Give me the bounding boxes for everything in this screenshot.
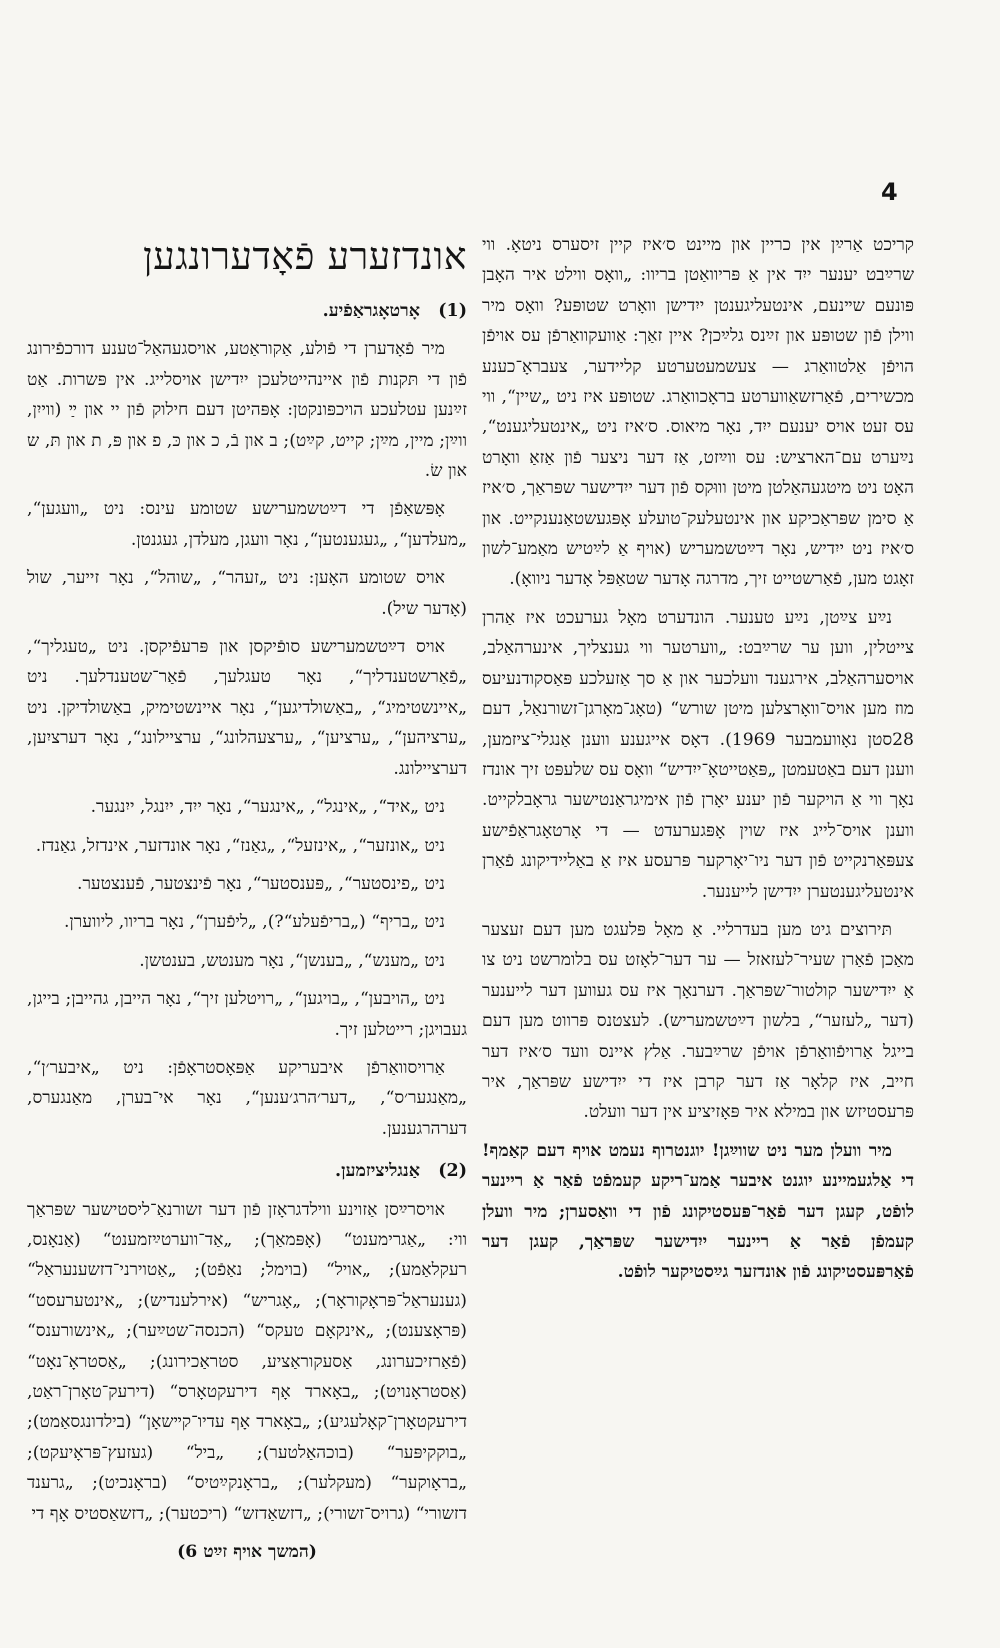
- s1-paragraph-6: ניט „אונזער“, „אינזעל“, „גאַנז“, נאָר אונדזער, אינדזל, גאַנדז.: [35, 835, 445, 856]
- section-1-number: (1): [438, 301, 467, 321]
- continued-note: (המשך אויף זײַט 6): [177, 1542, 317, 1563]
- s1-paragraph-5: ניט „איד“, „אינגל“, „אינגער“, נאָר ייִד, ייִנגל, ייִנגער.: [90, 797, 445, 818]
- section-1-heading: [27, 296, 467, 326]
- right-paragraph-3: תּירוצים גיט מען בעדרליי. אַ מאָל פּלעגט מען דעם זעצער מאַכן פֿאַרן שעיר־לעזאזל — ער דער־לאָזט עס בלומרשט ניט צו אַ ייִדישער קולטור־שפּראַך. דערנאָך איז עס געווען דער לייענער (דער „לעזער“, בלשון דײַטשמעריש). לעצטנס פּרווט מען דעם בייגל אַרויפֿוואַרפֿן אויפֿן שרײַבער. אַלץ איינס וועד ס׳איז דער חייב, איז קלאָר אַז דער קרבן איז די ייִדישע שפּראַך, איר פּרעסטיזש און במילא איר פּאָזיציע אין דער וועלט.: [482, 919, 914, 1123]
- s1-paragraph-7: ניט „פינסטער“, „פּענסטער“, נאָר פֿינצטער, פֿענצטער.: [77, 873, 445, 894]
- section-2-heading: [27, 1156, 467, 1186]
- right-paragraph-4: מיר וועלן מער ניט שווײַגן! יוגנטרוף נעמט אויף דעם קאַמף! די אַלגעמיינע יוגנט איבער אַמע־ריקע קעמפֿט פֿאַר אַ ריינער לופֿט, קעגן דער פֿאַר־פּעסטיקונג פֿון די וואַסערן; מיר וועלן קעמפֿן פֿאַר אַ ריינער ייִדישער שפּראַך, קעגן דער פֿאַרפּעסטיקונג פֿון אונדזער גײַסטיקער לופֿט.: [482, 1140, 914, 1283]
- section-2-heading-text: אַנגליציזמען.: [335, 1161, 420, 1182]
- section-title: אונדזערע פֿאָדערונגען: [143, 234, 467, 278]
- s1-paragraph-4: אויס דײַטשמערישע סופֿיקסן און פּרעפֿיקסן. ניט „טעגליך“, „פֿאַרשטענדליך“, נאָר טעגלעך, פֿאַר־שטענדלעך. ניט „איינשטימיג“, „באַשולדיגען“, נאָר איינשטימיק, באַשולדיקן. ניט „ערציהען“, „ערציען“, „ערצעהלונג“, ערציילונג“, נאָר דערציִען, דערציילונג.: [27, 637, 467, 779]
- s1-paragraph-8: ניט „בריף“ („בריפֿעלע“?), „ליפֿערן“, נאָר בריוו, ליווערן.: [63, 912, 445, 933]
- right-paragraph-2: נײַע צײַטן, נײַע טענער. הונדערט מאָל גערעכט איז אַהרן צייטלין, ווען ער שרײַבט: „ווערטער ווי גענצליך, אינערהאַלב, אויסערהאַלב, אירגענד וועלכער און אַ סך אַזעלכע פּאַסקודנעיעס מוז מען אויס־וואָרצלען מיטן שורש“ (טאָג־מאָרגן־זשורנאַל, דעם 28סטן נאָוועמבער 1969). דאָס אייגענע ווענן אַנגלי־ציזמען, ווענן דעם באַטעמטן „פּאַטייטאָ־ייִדיש“ וואָס עס שלעפּט זיך אונדז נאָך ווי אַ הויקער פֿון יענע יאָרן פֿון אימיגראַנטישער גראָבלקייט. ווענן אויס־לייג איז שוין אָפּגערעדט — די אָרטאָגראַפֿישע צעפּאַרנקייט פֿון דער ניו־יאָרקער פּרעסע איז אַ באַליידיקונג פֿאַרן אינטעליגענטערן ייִדישן לייענער.: [482, 607, 914, 902]
- right-paragraph-1: קריכט אַרײַן אין כריין און מיינט ס׳איז קיין זיסערס ניטאָ. ווי שרײַבט יענער ייִד אין אַ פּריוואַטן בריוו: „וואָס ווילט איר האָבן פּונעם שײנעם, אינטעליגענטן ייִדישן וואָרט שטופּע? וואָס מיר ווילן פֿון שטופּע און זײַנס גלײַכן? איין זאַך: אַוועקוואַרפֿן עס אויפֿן הויפֿן אַלטוואַרג — צעשמעטערטע קליידער, צעבראָ־כענע מכשירים, פֿאַרזשאַווערטע בראָכוואַרג. שטופּע איז ניט „שיין“, ווי עס זעט אויס יענעם ייִד, נאָר מיאוס. ס׳איז ניט „אינטעליגענט“, נײַערט עם־הארציש: עס ווײַזט, אַז דער ניצער פֿון אַזאַ וואָרט האָט ניט מיטגעהאַלטן מיטן וווּקס פֿון דער ייִדישער שפּראַך, ס׳איז אַ סימן שפּראַכיקע און אינטעלעק־טועלע אָפּגעשטאַנענקייט. און ס׳איז ניט ייִדיש, נאָר דײַטשמעריש (אויף אַ לײַטיש מאַמע־לשון זאָגט מען, פֿאַרשטייט זיך, מדרגה אָדער שטאַפּל אָדער ניוואָ).: [482, 235, 914, 590]
- s1-paragraph-11: אַרויסוואַרפֿן איבעריקע אַפּאָסטראָפֿן: ניט „איבער׳ן“, „מאַנגער׳ס“, „דער׳הרג׳ענען“, נאָר אי־בערן, מאַנגערס, דערהרגענען.: [27, 1057, 467, 1139]
- section-2-number: (2): [438, 1161, 467, 1182]
- s2-paragraph-1: אויסרײַסן אַזוינע ווילדגראָזן פֿון דער זשורנאַ־ליסטישער שפּראַך ווי: „אַגרימענט“ (אָפּמאַך); „אַד־ווערטײַזמענט“ (אַנאָנס, רעקלאַמע); „אויל“ (בוימל; נאַפֿט); „אַטוירני־דזשענעראַל“ (גענעראַל־פּראָקוראָר); „אָגריש“ (אירלענדיש); „אינטערעסט“ (פּראָצענט); „אינקאָם טעקס“ (הכנסה־שטײַער); „אינשורענס“ (פֿאַרזיכערונג, אַסעקוראַציע, סטראַכירונג); „אַסטראָ־נאָט“ (אַסטראָנויט); „באָארד אָף דירעקטאָרס“ (דירעק־טאָרן־ראַט, דירעקטאָרן־קאָלעגיע); „באָארד אָף עדיו־קײשאָן“ (בילדונגסאַמט); „בוקקיפּער“ (בוכהאַלטער); „ביל“ (געזעץ־פּראָיעקט); „בראָוקער“ (מעקלער); „בראָנקײַטיס“ (בראָנכיט); „גרענד דזשורי“ (גרויס־זשורי); „דזשאַדזש“ (ריכטער); „דזשאַסטיס אָף די: [27, 1199, 467, 1524]
- s1-paragraph-10: ניט „הויבען“, „בויגען“, „רויטלען זיך“, נאָר הייבן, גהייבן; בייגן, געבויגן; רייטלען זיך.: [27, 989, 467, 1040]
- left-column: [27, 230, 467, 1567]
- s1-paragraph-2: אָפּשאַפֿן די דײַטשמערישע שטומע עינס: ניט „וועגען“, „מעלדען“, „געגענטען“, נאָר וועגן, מעלדן, געגנטן.: [27, 499, 467, 550]
- s1-paragraph-1: מיר פֿאָדערן די פֿולע, אַקוראַטע, אויסגעהאַל־טענע דורכפֿירונג פֿון די תּקנות פֿון איינהייטלעכן ייִדישן אויסלייג. אין פּשרות. אַט זײַנען עטלעכע הויכפּונקטן: אָפּהיטן דעם חילוק פֿון יי און ײַ (ווייִן, ווײַן; מיין, מײַן; קייט, קײַט); ב און בֿ, כ און כּ, פ און פּ, ת און תּ, ש און שׂ.: [27, 339, 467, 482]
- section-1-heading-text: אָרטאָגראַפֿיע.: [322, 301, 420, 321]
- right-column: [482, 230, 914, 1296]
- s1-paragraph-9: ניט „מענש“, „בענשן“, נאָר מענטש, בענטשן.: [139, 950, 445, 971]
- s1-paragraph-3: אויס שטומע האָען: ניט „זעהר“, „שוהל“, נאָר זייער, שול (אָדער שיל).: [27, 568, 467, 619]
- page-number: 4: [881, 178, 898, 206]
